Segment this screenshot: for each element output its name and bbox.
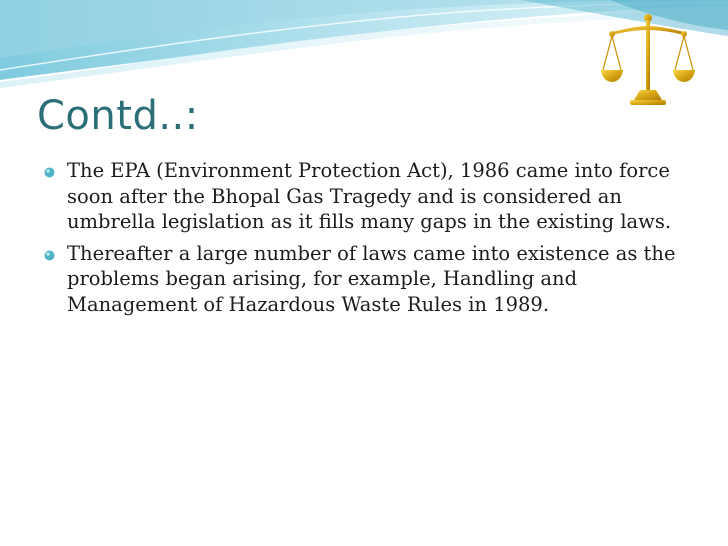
circle-bullet-icon [44,167,55,178]
bullet-item [44,158,694,235]
bullet-text: The EPA (Environment Protection Act), 1986 came into force soon after the Bhopal Gas Tragedy and is considered an umbrella legislation as it fills many gaps in the existing laws. [67,159,672,233]
scales-of-justice-icon [600,12,696,108]
slide-title: Contd..: [37,93,199,139]
bullet-text: Thereafter a large number of laws came into existence as the problems began arising, for example, Handling and Management of Hazardous Waste Rules in 1989. [67,241,676,316]
bullet-item [44,241,694,318]
bullet-list [44,158,694,323]
circle-bullet-icon [44,250,55,261]
